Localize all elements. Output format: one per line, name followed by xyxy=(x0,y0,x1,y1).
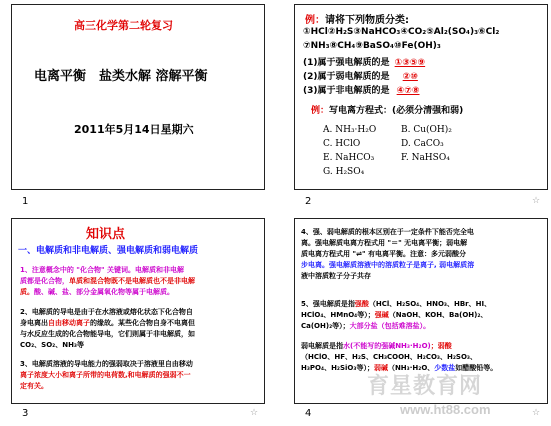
point3-text-b: 离子浓度大小和离子所带的电荷数, xyxy=(20,371,128,379)
point6-line1 xyxy=(301,341,452,351)
point4-line5: 液中溶质粒子分子共存 xyxy=(301,272,371,280)
slide2-number: 2 xyxy=(305,196,312,207)
slide2-star-icon: ☆ xyxy=(532,196,541,206)
point6-text-g: （NH₃·H₂O、 xyxy=(387,364,435,372)
example2-line xyxy=(311,103,463,116)
question-3 xyxy=(303,83,420,96)
question-3-text: (3)属于非电解质的是 xyxy=(303,86,390,96)
point6-weak-acid: ；弱酸 xyxy=(430,342,452,350)
watermark-url: www.ht88.com xyxy=(400,402,491,417)
slide3-subtitle: 一、电解质和非电解质、强电解质和弱电解质 xyxy=(18,246,199,256)
point5-line2 xyxy=(301,310,487,320)
slide1-heading: 电离平衡 盐类水解 溶解平衡 xyxy=(34,69,208,84)
question-2-text: (2)属于弱电解质的是 xyxy=(303,72,390,82)
slide1-date: 2011年5月14日星期六 xyxy=(74,123,194,136)
slide4-star-icon: ☆ xyxy=(532,408,541,418)
point5-text-d: HClO₄、HMnO₄等）； xyxy=(301,311,375,319)
option-f: F. NaHSO₄ xyxy=(401,153,450,163)
point6-text-e: H₃PO₄、H₂SiO₃等）； xyxy=(301,364,374,372)
point5-text-c: （HCl、H₂SO₄、HNO₃、HBr、HI、 xyxy=(368,300,492,308)
point4-line2: 离。强电解质电离方程式用 "＝" 无电离平衡；弱电解 xyxy=(301,239,468,247)
point1-text-b: 质都是化合物， xyxy=(20,277,69,285)
point5-text-a: 5、强电解质是指 xyxy=(301,300,355,308)
example2-text: 写电离方程式：(必须分清强和弱) xyxy=(329,106,464,116)
point6-text-a: 弱电解质是指 xyxy=(301,342,343,350)
point5-strong-acid: 强酸 xyxy=(354,300,369,308)
question-1-text: (1)属于强电解质的是 xyxy=(303,58,390,68)
slide-3[interactable] xyxy=(11,218,265,404)
slide1-number: 1 xyxy=(22,196,29,207)
point2-text-d: 的缘故。某些化合物自身不电离但 xyxy=(90,319,195,327)
point5-line1 xyxy=(301,299,491,309)
question-1 xyxy=(303,55,425,68)
slide3-title: 知识点 xyxy=(86,227,126,242)
point1-text-d: 质。 xyxy=(20,288,34,296)
answer-1: ①③⑤⑨ xyxy=(394,58,426,68)
slide-1[interactable] xyxy=(11,4,265,190)
slide-2[interactable] xyxy=(294,4,548,190)
point1-text-e: 酸、碱、盐、部分金属氧化物等属于电解质。 xyxy=(34,288,174,296)
option-c: C. HClO xyxy=(323,139,361,149)
example1-label: 例： xyxy=(305,15,325,26)
option-e: E. NaHCO₃ xyxy=(323,153,375,163)
substance-list-1: ①HCl②H₂S③NaHCO₃④CO₂⑤Al₂(SO₄)₃⑥Cl₂ xyxy=(303,27,500,37)
option-g: G. H₂SO₄ xyxy=(323,167,365,177)
option-a: A. NH₃·H₂O xyxy=(323,125,377,135)
point3-line1: 3、电解质溶液的导电能力的强弱取决于溶液里自由移动 xyxy=(20,360,193,368)
point5-line3 xyxy=(301,321,430,331)
option-d: D. CaCO₃ xyxy=(401,139,444,149)
point1-line2 xyxy=(20,276,195,286)
point6-line2: （HClO、HF、H₂S、CH₃COOH、H₂CO₃、H₂SO₃、 xyxy=(301,353,477,361)
point1-line3 xyxy=(20,287,174,297)
point4-line1 xyxy=(301,227,474,237)
point4-line3: 质电离方程式用 "⇌" 有电离平衡。注意：多元弱酸分 xyxy=(301,250,467,258)
point6-weak-base: 弱碱 xyxy=(373,364,388,372)
point2-line4: CO₂、SO₂、NH₃等 xyxy=(20,341,84,349)
slide-4[interactable] xyxy=(294,218,548,404)
point2-text-b: 身电离出 xyxy=(20,319,48,327)
point6-text-i: 如醋酸铅等。 xyxy=(455,364,498,372)
example1-line xyxy=(305,11,409,26)
point5-text-g: Ca(OH)₂等）； xyxy=(301,322,350,330)
point3-line3: 定有关。 xyxy=(20,382,48,390)
point4-line4: 步电离。强电解质溶液中的溶质粒子是离子, 弱电解质溶 xyxy=(301,261,475,269)
substance-list-2: ⑦NH₃⑧CH₄⑨BaSO₄⑩Fe(OH)₃ xyxy=(303,41,441,51)
point5-most-salts: 大部分盐 xyxy=(349,322,378,330)
point2-line2 xyxy=(20,318,195,328)
point2-text-c: 自由移动离子 xyxy=(48,319,90,327)
point6-water: 水(不能写的强碱NH₃·H₂O) xyxy=(343,342,431,350)
option-b: B. Cu(OH)₂ xyxy=(401,125,452,135)
slide3-star-icon: ☆ xyxy=(250,408,259,418)
point4-text-a: 4、强、弱电解质的根本区别在于一定条件下能否完全电 xyxy=(301,228,474,236)
point3-line2 xyxy=(20,370,191,380)
answer-2: ②⑩ xyxy=(402,72,418,82)
point1-line1: 1、注意概念中的 "化合物" 关键词。电解质和非电解 xyxy=(20,266,185,274)
point2-line1: 2、电解质的导电是由于在水溶液或熔化状态下化合物自 xyxy=(20,308,193,316)
example1-text: 请将下列物质分类: xyxy=(325,15,409,26)
point3-text-c: 和电解质的强弱不一 xyxy=(127,371,191,379)
example2-label: 例： xyxy=(311,106,330,116)
point1-text-c: 单质和混合物既不是电解质也不是非电解 xyxy=(69,277,195,285)
question-2 xyxy=(303,69,418,82)
point2-line3: 与水反应生成的化合物能导电，它们则属于非电解质，如 xyxy=(20,330,195,338)
slide3-number: 3 xyxy=(22,408,29,419)
point5-strong-base: 强碱 xyxy=(374,311,389,319)
answer-3: ④⑦⑧ xyxy=(396,86,420,96)
point5-text-i: （包括难溶盐）。 xyxy=(377,322,431,330)
point5-text-f: （NaOH、KOH、Ba(OH)₂、 xyxy=(388,311,488,319)
watermark-text: 育星教育网 xyxy=(367,374,483,399)
point6-few-salts: 少数盐 xyxy=(434,364,456,372)
slide1-title: 高三化学第二轮复习 xyxy=(74,19,173,32)
slide4-number: 4 xyxy=(305,408,312,419)
